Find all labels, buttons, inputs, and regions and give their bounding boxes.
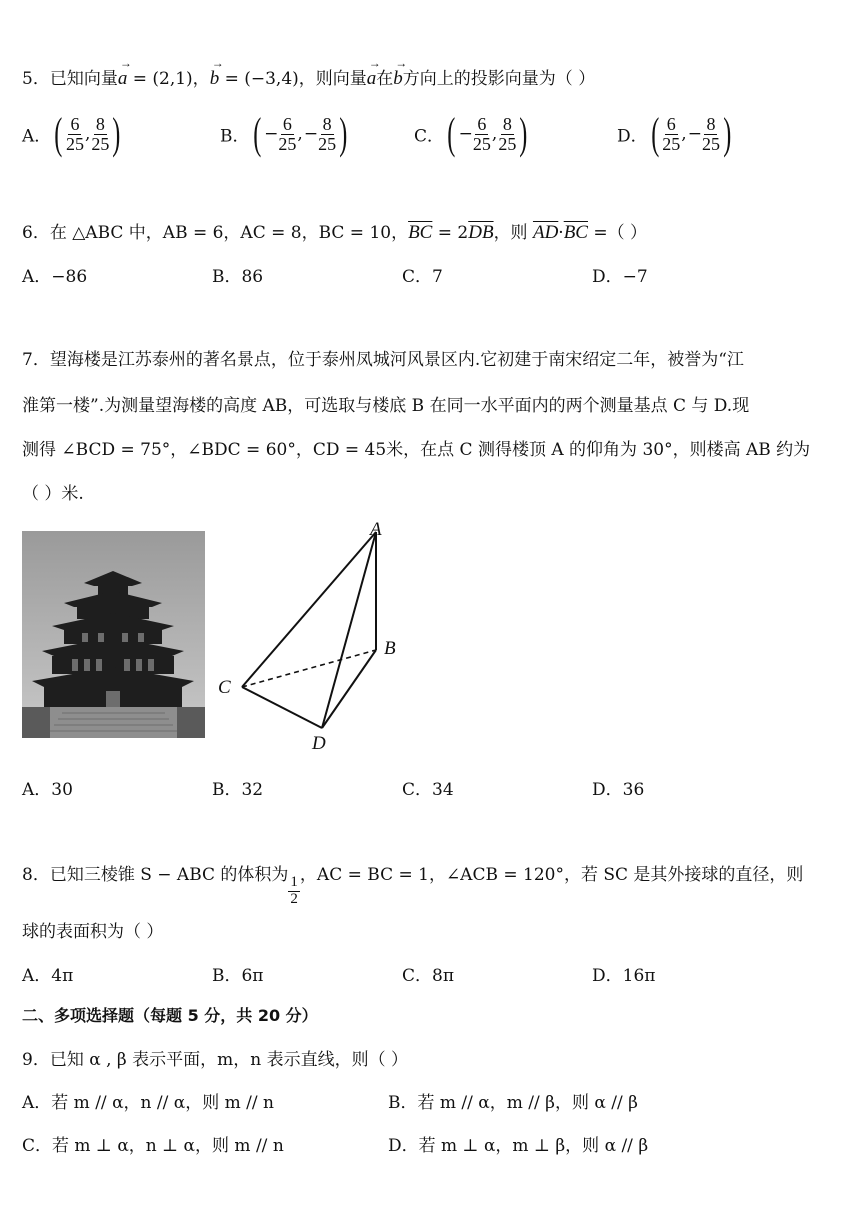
edge-ac (242, 532, 376, 687)
q5-option-a: A． ( $\frac{6}{25}$ , $\frac{8}{25}$ ) (22, 109, 121, 158)
q9-option-a: A．若 m // α，n // α，则 m // n (22, 1093, 274, 1113)
q7-option-b: B．32 (212, 780, 264, 800)
q8-stem-line-2: 球的表面积为（ ） (22, 922, 164, 942)
label-b: B (384, 638, 396, 659)
q8-option-d: D．16π (592, 966, 656, 986)
q9-option-d: D．若 m ⊥ α，m ⊥ β，则 α // β (388, 1136, 649, 1156)
q6-option-c: C．7 (402, 267, 443, 287)
vector-a: → a (117, 56, 132, 89)
q9-stem: 9．已知 α , β 表示平面，m，n 表示直线，则（ ） (22, 1050, 409, 1070)
q5-option-c: C． ( − $\frac{6}{25}$ , $\frac{8}{25}$ ) (414, 109, 528, 158)
q8-option-b: B．6π (212, 966, 264, 986)
label-a: A (370, 519, 382, 540)
q6-option-a: A．−86 (22, 267, 88, 287)
label-d: D (312, 733, 326, 750)
q7-line-3: 测得 ∠BCD = 75°，∠BDC = 60°，CD = 45米，在点 C 测得楼顶 A 的仰角为 30°，则楼高 AB 约为 (22, 440, 811, 460)
q8-stem-line-1: 8．已知三棱锥 S − ABC 的体积为 $\frac{1}{2}$ ，AC = BC = 1，∠ACB = 120°，若 SC 是其外接球的直径，则 (22, 865, 804, 907)
q5-option-d: D． ( $\frac{6}{25}$ , − $\frac{8}{25}$ ) (617, 109, 732, 158)
q7-option-d: D．36 (592, 780, 645, 800)
q6-option-b: B．86 (212, 267, 264, 287)
q7-option-c: C．34 (402, 780, 454, 800)
q7-line-1: 7．望海楼是江苏泰州的著名景点，位于泰州凤城河风景区内.它初建于南宋绍定二年，被誉为“江 (22, 350, 744, 370)
edge-cd (242, 687, 322, 728)
q6-stem: 6．在 △ABC 中，AB = 6，AC = 8，BC = 10，$\overline{BC} = 2\overline{DB}$，则 $\overline{AD}\cdot\overline{BC}$ =（ ） (22, 222, 648, 243)
label-c: C (218, 677, 231, 698)
q7-line-2: 淮第一楼”.为测量望海楼的高度 AB，可选取与楼底 B 在同一水平面内的两个测量基点 C 与 D.现 (22, 396, 750, 416)
edge-ad (322, 532, 376, 728)
q5-stem: 5．已知向量 → a = (2,1)， → b = (−3,4)，则向量 → a在 → b方向上的投影向量为（ ） (22, 56, 596, 89)
q6-option-d: D．−7 (592, 267, 648, 287)
q9-option-c: C．若 m ⊥ α，n ⊥ α，则 m // n (22, 1136, 284, 1156)
section-heading: 二、多项选择题（每题 5 分，共 20 分） (22, 1006, 318, 1025)
q9-option-b: B．若 m // α，m // β，则 α // β (388, 1093, 638, 1113)
vector-b: → b (209, 56, 224, 89)
edge-cb-dashed (242, 650, 376, 687)
q7-option-a: A．30 (22, 780, 73, 800)
q7-line-4: （ ）米. (22, 484, 84, 504)
tower-photo (22, 531, 205, 738)
triangle-figure (212, 515, 412, 755)
q5-option-b: B． ( − $\frac{6}{25}$ , − $\frac{8}{25}$ ) (220, 109, 348, 158)
edge-bd (322, 650, 376, 728)
q8-option-a: A．4π (22, 966, 74, 986)
q8-option-c: C．8π (402, 966, 454, 986)
